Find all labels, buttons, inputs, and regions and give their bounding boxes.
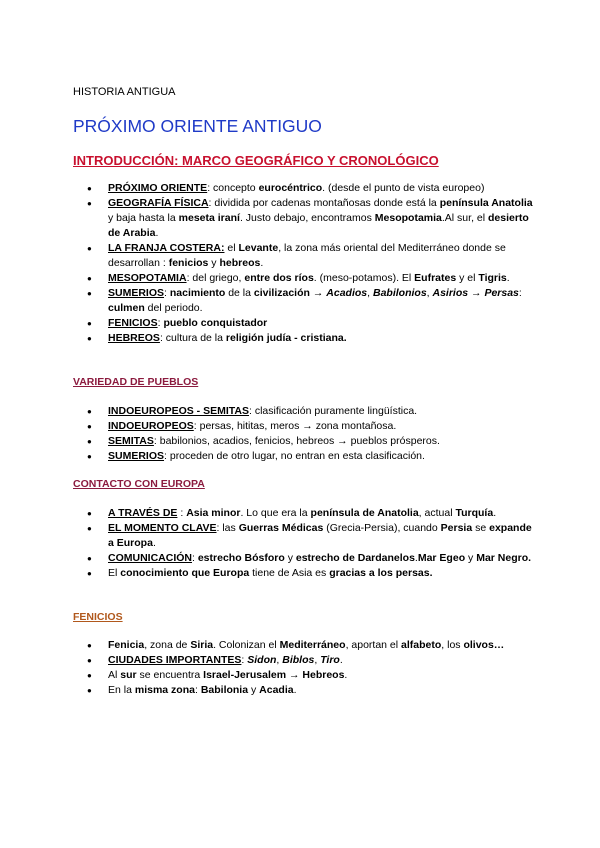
list-item: ● PRÓXIMO ORIENTE: concepto eurocéntrico. (desde el punto de vista europeo) xyxy=(87,181,537,196)
list-item: ● En la misma zona: Babilonia y Acadia. xyxy=(87,683,537,698)
fenicios-list xyxy=(87,638,537,698)
list-item: ● CIUDADES IMPORTANTES: Sidon, Biblos, Tiro. xyxy=(87,653,537,668)
intro-list xyxy=(87,181,537,346)
course-label: HISTORIA ANTIGUA xyxy=(73,86,176,98)
section-heading-intro: INTRODUCCIÓN: MARCO GEOGRÁFICO Y CRONOLÓGICO xyxy=(73,153,439,168)
list-item: ● SUMERIOS: proceden de otro lugar, no entran en esta clasificación. xyxy=(87,449,537,464)
list-item: ● COMUNICACIÓN: estrecho Bósforo y estrecho de Dardanelos.Mar Egeo y Mar Negro. xyxy=(87,551,537,566)
list-item: ● MESOPOTAMIA: del griego, entre dos ríos. (meso-potamos). El Eufrates y el Tigris. xyxy=(87,271,537,286)
contacto-list xyxy=(87,506,537,581)
section-heading-fenicios: FENICIOS xyxy=(73,611,123,623)
list-item: ● SEMITAS: babilonios, acadios, fenicios, hebreos → pueblos prósperos. xyxy=(87,434,537,449)
list-item: ● GEOGRAFÍA FÍSICA: dividida por cadenas montañosas donde está la península Anatolia y baja hasta la meseta iraní. Justo debajo, encontramos Mesopotamia.Al sur, el desierto de Arabia. xyxy=(87,196,537,241)
section-heading-contacto: CONTACTO CON EUROPA xyxy=(73,478,205,490)
page-title: PRÓXIMO ORIENTE ANTIGUO xyxy=(73,116,322,136)
list-item: ● HEBREOS: cultura de la religión judía - cristiana. xyxy=(87,331,537,346)
list-item: ● Al sur se encuentra Israel-Jerusalem → Hebreos. xyxy=(87,668,537,683)
list-item: ● El conocimiento que Europa tiene de Asia es gracias a los persas. xyxy=(87,566,537,581)
pueblos-list xyxy=(87,404,537,464)
section-heading-pueblos: VARIEDAD DE PUEBLOS xyxy=(73,376,199,388)
list-item: ● Fenicia, zona de Siria. Colonizan el Mediterráneo, aportan el alfabeto, los olivos… xyxy=(87,638,537,653)
list-item: ● INDOEUROPEOS: persas, hititas, meros → zona montañosa. xyxy=(87,419,537,434)
list-item: ● A TRAVÉS DE : Asia minor. Lo que era la península de Anatolia, actual Turquía. xyxy=(87,506,537,521)
list-item: ● FENICIOS: pueblo conquistador xyxy=(87,316,537,331)
list-item: ● INDOEUROPEOS - SEMITAS: clasificación puramente lingüística. xyxy=(87,404,537,419)
list-item: ● EL MOMENTO CLAVE: las Guerras Médicas (Grecia-Persia), cuando Persia se expande a Europa. xyxy=(87,521,537,551)
list-item: ● SUMERIOS: nacimiento de la civilización → Acadios, Babilonios, Asirios → Persas: culmen del periodo. xyxy=(87,286,537,316)
list-item: ● LA FRANJA COSTERA: el Levante, la zona más oriental del Mediterráneo donde se desarrollan : fenicios y hebreos. xyxy=(87,241,537,271)
